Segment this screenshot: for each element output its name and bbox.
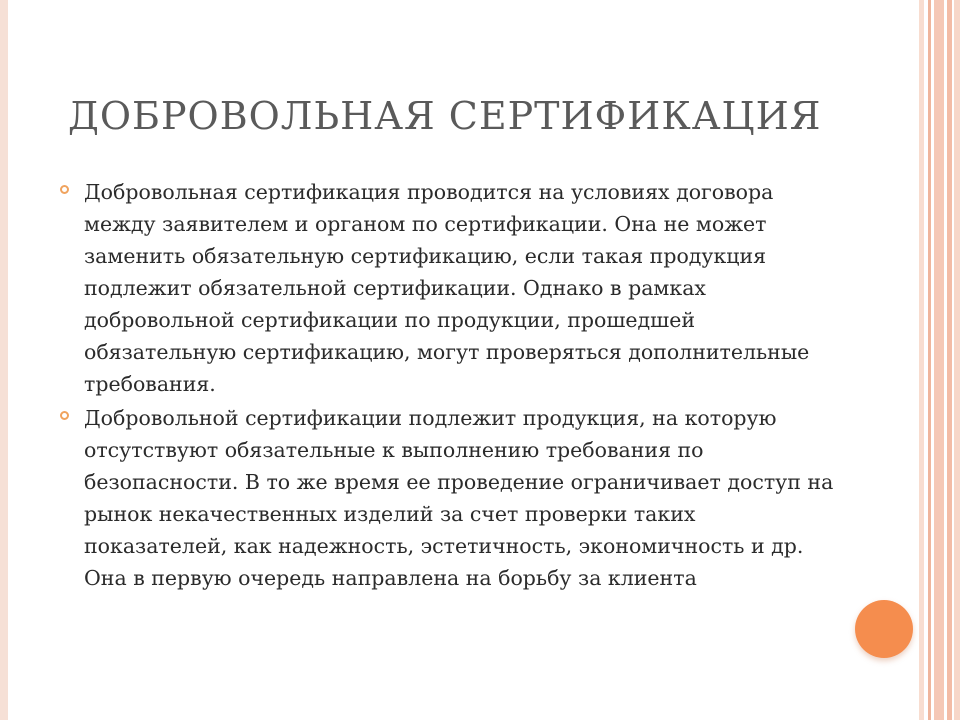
orange-circle-decoration — [855, 600, 913, 658]
bullet-item — [60, 176, 840, 400]
right-stripe-decoration — [934, 0, 944, 720]
circle-bullet-icon — [60, 411, 69, 420]
left-border-decoration — [0, 0, 8, 720]
bullet-text: Добровольная сертификация проводится на условиях договора между заявителем и органом по сертификации. Она не может заменить обязательную сертификацию, если такая продукция подлежит обязательной сертификации. Однако в рамках добровольной сертификации по продукции, прошедшей обязательную сертификацию, могут проверяться дополнительные требования. — [84, 180, 810, 396]
right-stripe-decoration — [954, 0, 960, 720]
right-stripe-decoration — [928, 0, 931, 720]
circle-bullet-icon — [60, 185, 69, 194]
right-stripe-decoration — [947, 0, 952, 720]
bullet-item — [60, 402, 840, 594]
bullet-text: Добровольной сертификации подлежит продукция, на которую отсутствуют обязательные к выполнению требования по безопасности. В то же время ее проведение ограничивает доступ на рынок некачественных изделий за счет проверки таких показателей, как надежность, эстетичность, экономичность и др. Она в первую очередь направлена на борьбу за клиента — [84, 406, 834, 590]
slide-title: ДОБРОВОЛЬНАЯ СЕРТИФИКАЦИЯ — [68, 94, 822, 138]
bullet-list — [60, 176, 840, 596]
right-stripe-decoration — [919, 0, 924, 720]
